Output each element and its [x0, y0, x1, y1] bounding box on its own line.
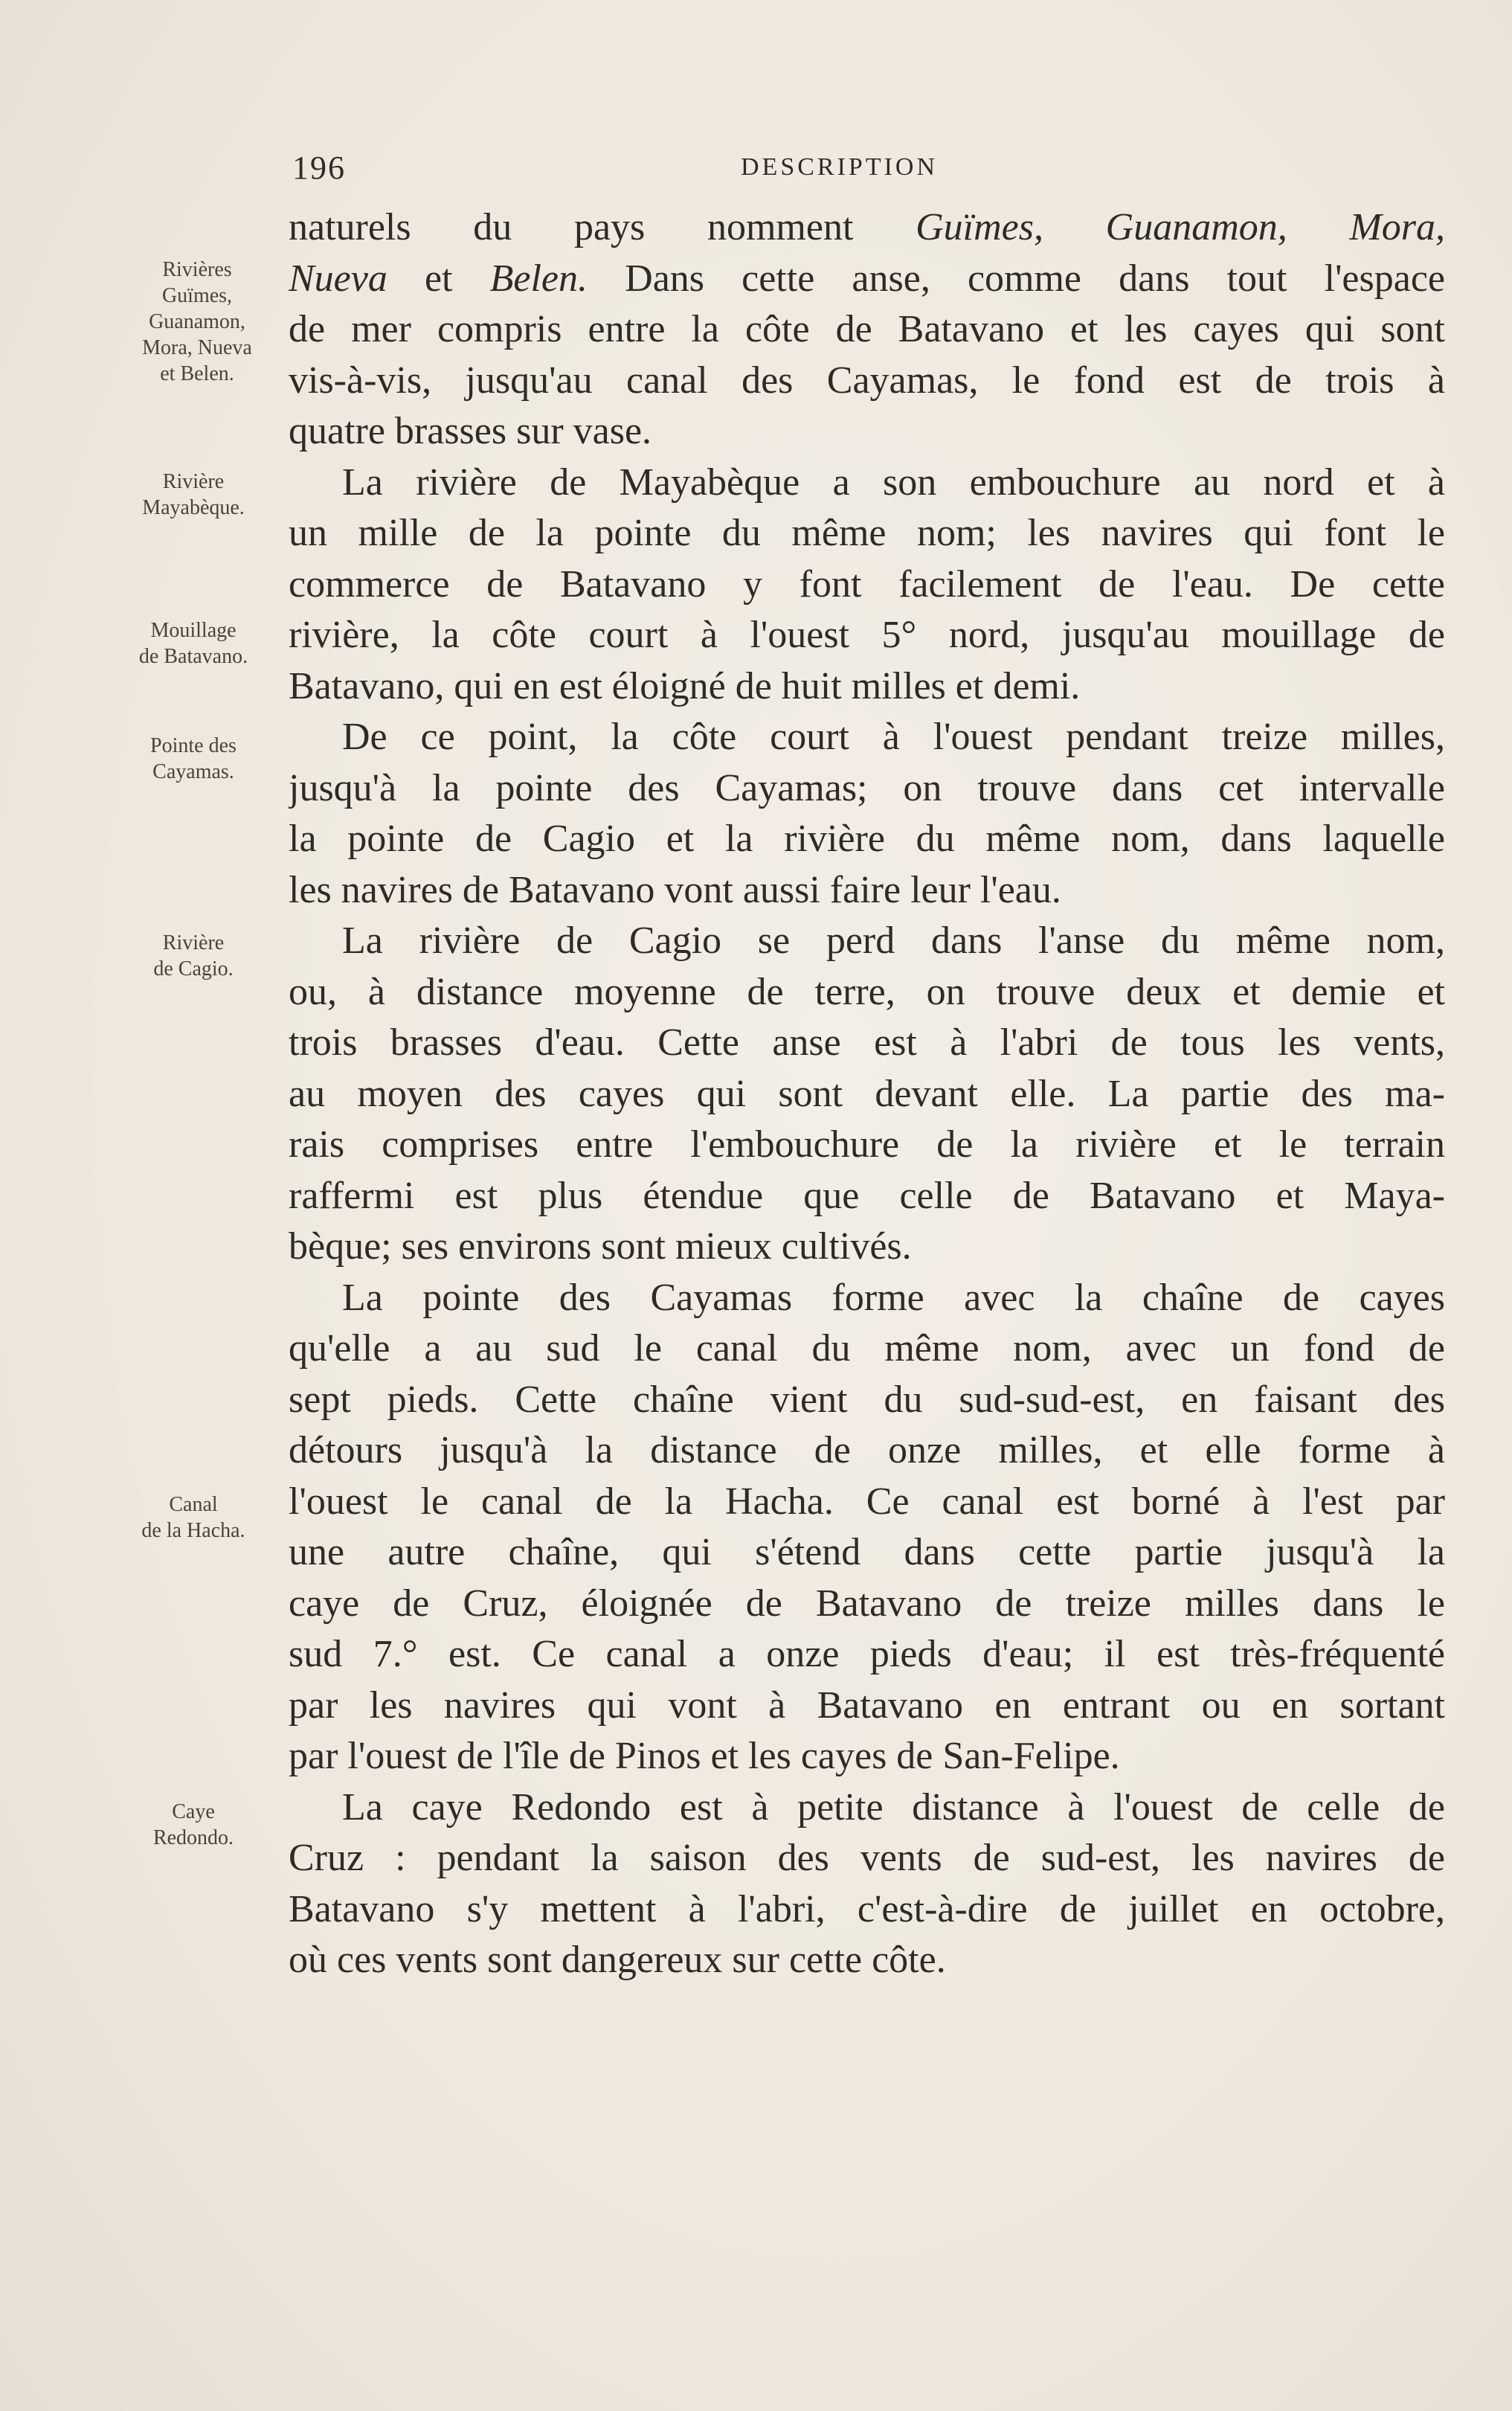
- text-line: l'ouest le canal de la Hacha. Ce canal est borné à l'est par: [289, 1480, 1445, 1523]
- text-line: par les navires qui vont à Batavano en entrant ou en sortant: [289, 1683, 1445, 1727]
- sidenote-mouillage: Mouillage de Batavano.: [138, 619, 248, 668]
- text-line: rivière, la côte court à l'ouest 5° nord, jusqu'au mouillage de: [289, 614, 1445, 656]
- text-line: De ce point, la côte court à l'ouest pendant treize milles,: [342, 716, 1445, 758]
- text-line: naturels du pays nomment Guïmes, Guanamon, Mora,: [289, 206, 1445, 248]
- text-line: au moyen des cayes qui sont devant elle. La partie des ma-: [289, 1072, 1445, 1115]
- text-line: par l'ouest de l'île de Pinos et les cayes de San-Felipe.: [289, 1735, 1120, 1777]
- text-line: trois brasses d'eau. Cette anse est à l'abri de tous les vents,: [289, 1021, 1445, 1064]
- text-line: ou, à distance moyenne de terre, on trouve deux et demie et: [289, 970, 1445, 1013]
- text-line: rais comprises entre l'embouchure de la rivière et le terrain: [289, 1123, 1445, 1166]
- text-line: vis-à-vis, jusqu'au canal des Cayamas, le fond est de trois à: [289, 359, 1445, 402]
- text-line: une autre chaîne, qui s'étend dans cette partie jusqu'à la: [289, 1531, 1445, 1573]
- text-line: la pointe de Cagio et la rivière du même nom, dans laquelle: [289, 818, 1445, 860]
- text-line: un mille de la pointe du même nom; les navires qui font le: [289, 512, 1445, 554]
- sidenote-canal-hacha: Canal de la Hacha.: [141, 1493, 245, 1542]
- text-line: qu'elle a au sud le canal du même nom, avec un fond de: [289, 1327, 1445, 1370]
- text-line: Batavano, qui en est éloigné de huit milles et demi.: [289, 664, 1081, 707]
- text-line: Nueva et Belen. Dans cette anse, comme dans tout l'espace: [289, 257, 1445, 300]
- running-title: DESCRIPTION: [741, 153, 939, 181]
- text-line: bèque; ses environs sont mieux cultivés.: [289, 1225, 912, 1268]
- text-line: détours jusqu'à la distance de onze milles, et elle forme à: [289, 1429, 1445, 1471]
- text-line: La rivière de Mayabèque a son embouchure au nord et à: [342, 460, 1445, 504]
- text-line: sept pieds. Cette chaîne vient du sud-sud-est, en faisant des: [289, 1378, 1445, 1421]
- text-line: La rivière de Cagio se perd dans l'anse du même nom,: [342, 919, 1445, 962]
- sidenote-caye-redondo: Caye Redondo.: [152, 1800, 234, 1849]
- text-line: quatre brasses sur vase.: [289, 410, 652, 452]
- running-head: [292, 149, 1445, 193]
- text-line: La pointe des Cayamas forme avec la chaîne de cayes: [342, 1276, 1445, 1319]
- text-line: Batavano s'y mettent à l'abri, c'est-à-dire de juillet en octobre,: [289, 1887, 1445, 1930]
- text-line: où ces vents sont dangereux sur cette côte.: [289, 1939, 946, 1981]
- text-line: caye de Cruz, éloignée de Batavano de treize milles dans le: [289, 1582, 1445, 1625]
- sidenote-pointe-cayamas: Pointe des Cayamas.: [150, 734, 237, 783]
- page-number: 196: [292, 150, 346, 186]
- text-line: La caye Redondo est à petite distance à l'ouest de celle de: [342, 1785, 1445, 1829]
- text-line: commerce de Batavano y font facilement de l'eau. De cette: [289, 562, 1445, 606]
- text-line: Cruz : pendant la saison des vents de sud-est, les navires de: [289, 1837, 1445, 1879]
- sidenote-mayabeque: Rivière Mayabèque.: [142, 470, 245, 519]
- body-text: [289, 202, 1445, 1986]
- text-line: sud 7.° est. Ce canal a onze pieds d'eau; il est très-fréquenté: [289, 1633, 1445, 1675]
- text-line: de mer compris entre la côte de Batavano et les cayes qui sont: [289, 308, 1445, 350]
- sidenote-rivieres: Rivières Guïmes, Guanamon, Mora, Nueva et Belen.: [142, 258, 252, 385]
- text-line: les navires de Batavano vont aussi faire leur l'eau.: [289, 868, 1061, 911]
- sidenote-cagio: Rivière de Cagio.: [153, 931, 234, 980]
- text-line: raffermi est plus étendue que celle de Batavano et Maya-: [289, 1174, 1445, 1217]
- text-line: jusqu'à la pointe des Cayamas; on trouve dans cet intervalle: [289, 766, 1445, 809]
